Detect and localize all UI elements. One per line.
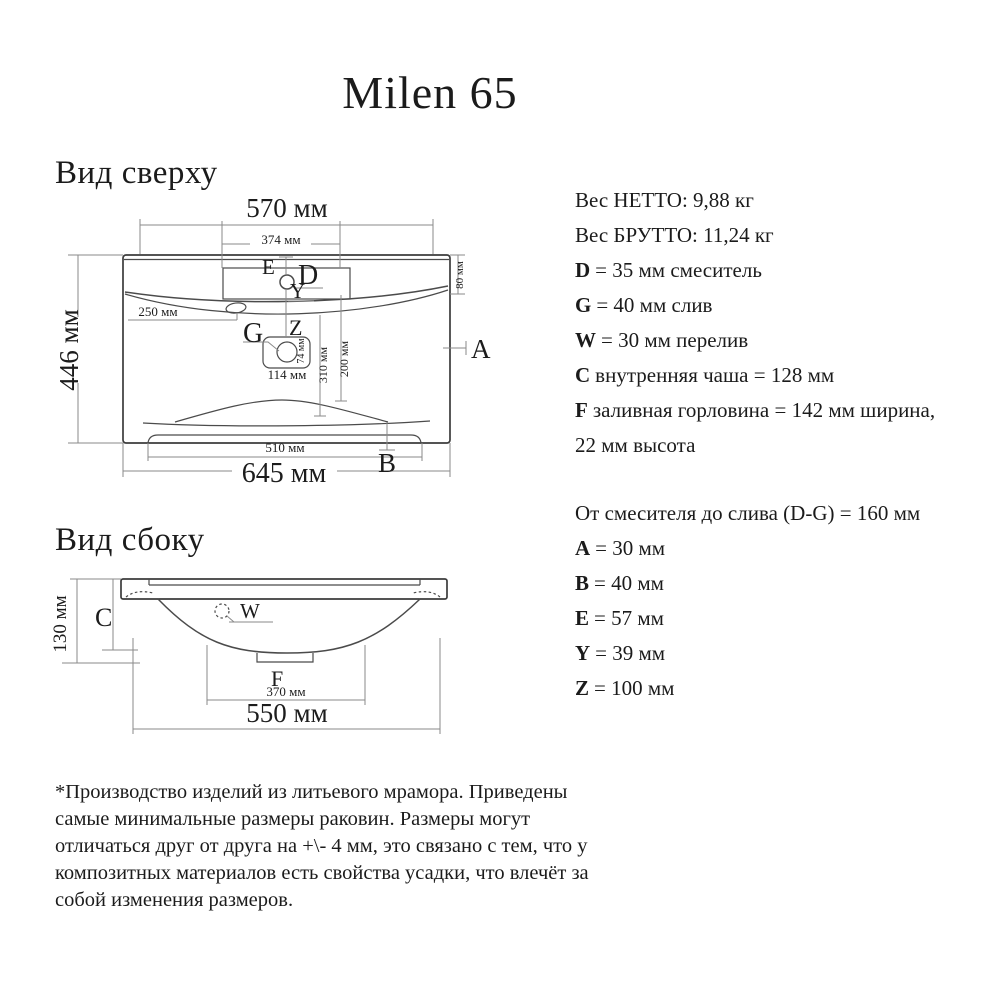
spec-weight-brutto: Вес БРУТТО: 11,24 кг xyxy=(575,223,774,247)
spec-key: G xyxy=(575,293,592,317)
spec-row-D xyxy=(575,253,995,288)
spec-key: B xyxy=(575,571,590,595)
label-A: A xyxy=(471,334,491,364)
dim-text-510: 510 мм xyxy=(265,440,305,455)
specs-panel xyxy=(575,183,995,706)
top-view-diagram xyxy=(40,195,540,495)
hidden-edge-left xyxy=(126,592,153,597)
side-view-heading: Вид сбоку xyxy=(55,522,205,558)
footnote-line: собой изменения размеров. xyxy=(55,889,294,911)
spec-row-A xyxy=(575,531,995,566)
spec-row-E xyxy=(575,601,995,636)
dim-text-80: 80 мм xyxy=(454,261,466,289)
slab-inner-line xyxy=(149,579,420,585)
label-Z: Z xyxy=(289,315,303,340)
spec-value: внутренняя чаша = 128 мм xyxy=(595,363,835,387)
spec-key: C xyxy=(575,363,591,387)
spec-row-F xyxy=(575,393,995,428)
dim-lines-A xyxy=(443,341,466,355)
dim-text-570: 570 мм xyxy=(246,195,328,223)
spec-row-F-cont xyxy=(575,428,995,463)
spec-value: = 40 мм слив xyxy=(596,293,713,317)
side-view-diagram xyxy=(40,550,540,750)
basin-back-hump-curve xyxy=(175,400,388,422)
dim-text-374: 374 мм xyxy=(261,232,301,247)
dim-text-446: 446 мм xyxy=(54,309,84,391)
dim-text-200: 200 мм xyxy=(337,340,351,378)
footnote-line: *Производство изделий из литьевого мрамора. Приведены xyxy=(55,781,568,803)
spec-value: = 100 мм xyxy=(594,676,675,700)
dim-text-310: 310 мм xyxy=(316,346,330,384)
spec-dg-distance: От смесителя до слива (D-G) = 160 мм xyxy=(575,501,921,525)
dim-text-550: 550 мм xyxy=(246,698,328,728)
spec-value: = 39 мм xyxy=(595,641,666,665)
spec-row-C xyxy=(575,358,995,393)
spec-key: W xyxy=(575,328,596,352)
drain-boss xyxy=(257,653,313,662)
dim-text-114: 114 мм xyxy=(267,367,307,382)
spec-value: 22 мм высота xyxy=(575,433,696,457)
spec-key: F xyxy=(575,398,588,422)
spec-key: D xyxy=(575,258,591,282)
spec-key: E xyxy=(575,606,590,630)
dim-text-370: 370 мм xyxy=(266,684,306,699)
label-B: B xyxy=(377,448,397,478)
top-view-heading: Вид сверху xyxy=(55,155,218,191)
page-title: Milen 65 xyxy=(342,67,518,118)
spec-value: = 30 мм перелив xyxy=(601,328,749,352)
spec-key: A xyxy=(575,536,591,560)
sink-outline xyxy=(123,255,450,443)
label-E: E xyxy=(262,255,275,279)
dim-text-74: 74 мм xyxy=(296,338,307,364)
label-Y: Y xyxy=(290,279,306,303)
spec-row-B xyxy=(575,566,995,601)
dim-lines-B xyxy=(379,422,395,450)
label-C: C xyxy=(95,603,113,632)
countertop-slab xyxy=(121,579,447,599)
label-G: G xyxy=(243,318,264,349)
basin-profile xyxy=(158,599,420,653)
overflow-hole-side xyxy=(215,604,229,618)
spec-value: = 30 мм xyxy=(595,536,666,560)
spec-row-W xyxy=(575,323,995,358)
spec-row-Y xyxy=(575,636,995,671)
spec-row-Z xyxy=(575,671,995,706)
label-D: D xyxy=(298,260,319,291)
hidden-edge-right xyxy=(413,592,440,597)
dim-text-250: 250 мм xyxy=(138,304,178,319)
footnote-line: самые минимальные размеры раковин. Размеры могут xyxy=(55,808,531,830)
label-W: W xyxy=(240,599,260,623)
overflow-hole xyxy=(225,302,246,315)
spec-value: заливная горловина = 142 мм ширина, xyxy=(592,398,936,422)
dim-text-130: 130 мм xyxy=(50,595,71,653)
footnote xyxy=(55,779,615,914)
spec-value: = 35 мм смеситель xyxy=(595,258,762,282)
spec-value: = 40 мм xyxy=(594,571,664,595)
dim-text-645: 645 мм xyxy=(241,458,327,489)
specs-secondary xyxy=(575,496,995,706)
spec-row-G xyxy=(575,288,995,323)
label-F: F xyxy=(271,666,284,691)
footnote-line: композитных материалов есть свойства усадки, что влечёт за xyxy=(55,862,589,884)
footnote-line: отличаться друг от друга на +\- 4 мм, это связано с тем, что у xyxy=(55,835,588,857)
spec-key: Z xyxy=(575,676,590,700)
spec-weight-netto: Вес НЕТТО: 9,88 кг xyxy=(575,188,754,212)
spec-key: Y xyxy=(575,641,591,665)
spec-value: = 57 мм xyxy=(594,606,664,630)
drain-hole xyxy=(277,342,297,362)
